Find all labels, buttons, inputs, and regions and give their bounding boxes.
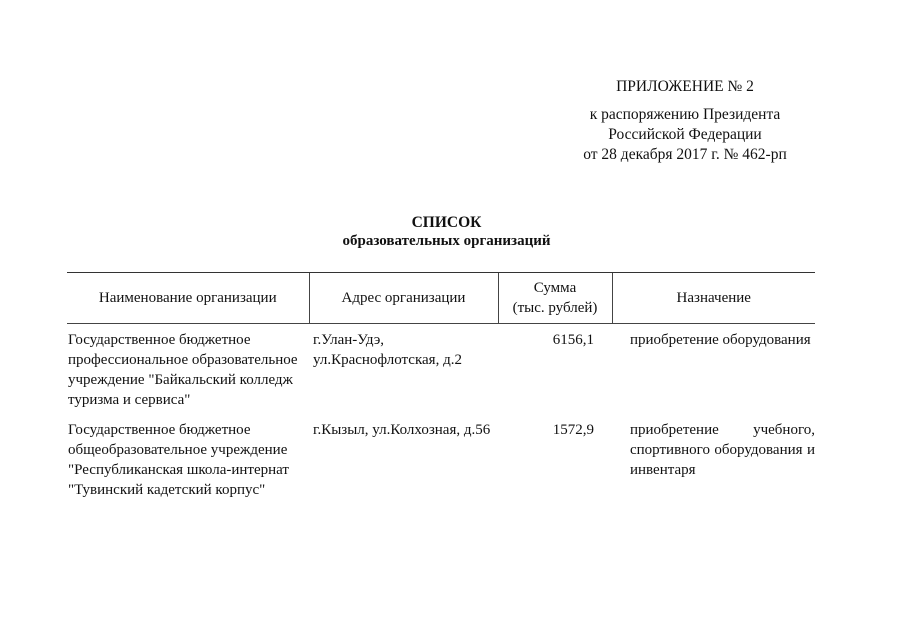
header-sum-line-1: Сумма bbox=[533, 280, 577, 296]
cell-name: Государственное бюджетное общеобразовательное учреждение "Республиканская школа-интернат "Тувинский кадетский корпус" bbox=[68, 422, 289, 498]
header-address: Адрес организации bbox=[309, 273, 498, 324]
appendix-line-2: Российской Федерации bbox=[608, 126, 762, 143]
appendix-header bbox=[560, 77, 810, 165]
cell-purpose: приобретение оборудования bbox=[630, 332, 811, 348]
document-title: СПИСОК bbox=[411, 214, 482, 231]
document-subtitle: образовательных организаций bbox=[342, 233, 551, 249]
table-header-row bbox=[67, 273, 815, 324]
header-sum bbox=[498, 273, 612, 324]
document-title-block bbox=[300, 213, 593, 251]
header-purpose: Назначение bbox=[612, 273, 815, 324]
cell-sum: 1572,9 bbox=[552, 422, 594, 438]
table-row bbox=[67, 410, 815, 500]
appendix-line-1: к распоряжению Президента bbox=[589, 106, 781, 123]
header-sum-line-2: (тыс. рублей) bbox=[512, 300, 598, 316]
table-row bbox=[67, 324, 815, 411]
header-name: Наименование организации bbox=[67, 273, 309, 324]
cell-purpose: приобретение учебного, спортивного оборудования и инвентаря bbox=[630, 422, 815, 478]
appendix-title: ПРИЛОЖЕНИЕ № 2 bbox=[616, 78, 754, 95]
cell-sum: 6156,1 bbox=[552, 332, 594, 348]
appendix-line-3: от 28 декабря 2017 г. № 462-рп bbox=[583, 146, 787, 163]
organizations-table bbox=[67, 273, 815, 500]
cell-address: г.Улан-Удэ, ул.Краснофлотская, д.2 bbox=[313, 332, 462, 368]
cell-address: г.Кызыл, ул.Колхозная, д.56 bbox=[313, 422, 491, 438]
cell-name: Государственное бюджетное профессиональное образовательное учреждение "Байкальский колледж туризма и сервиса" bbox=[68, 332, 298, 408]
